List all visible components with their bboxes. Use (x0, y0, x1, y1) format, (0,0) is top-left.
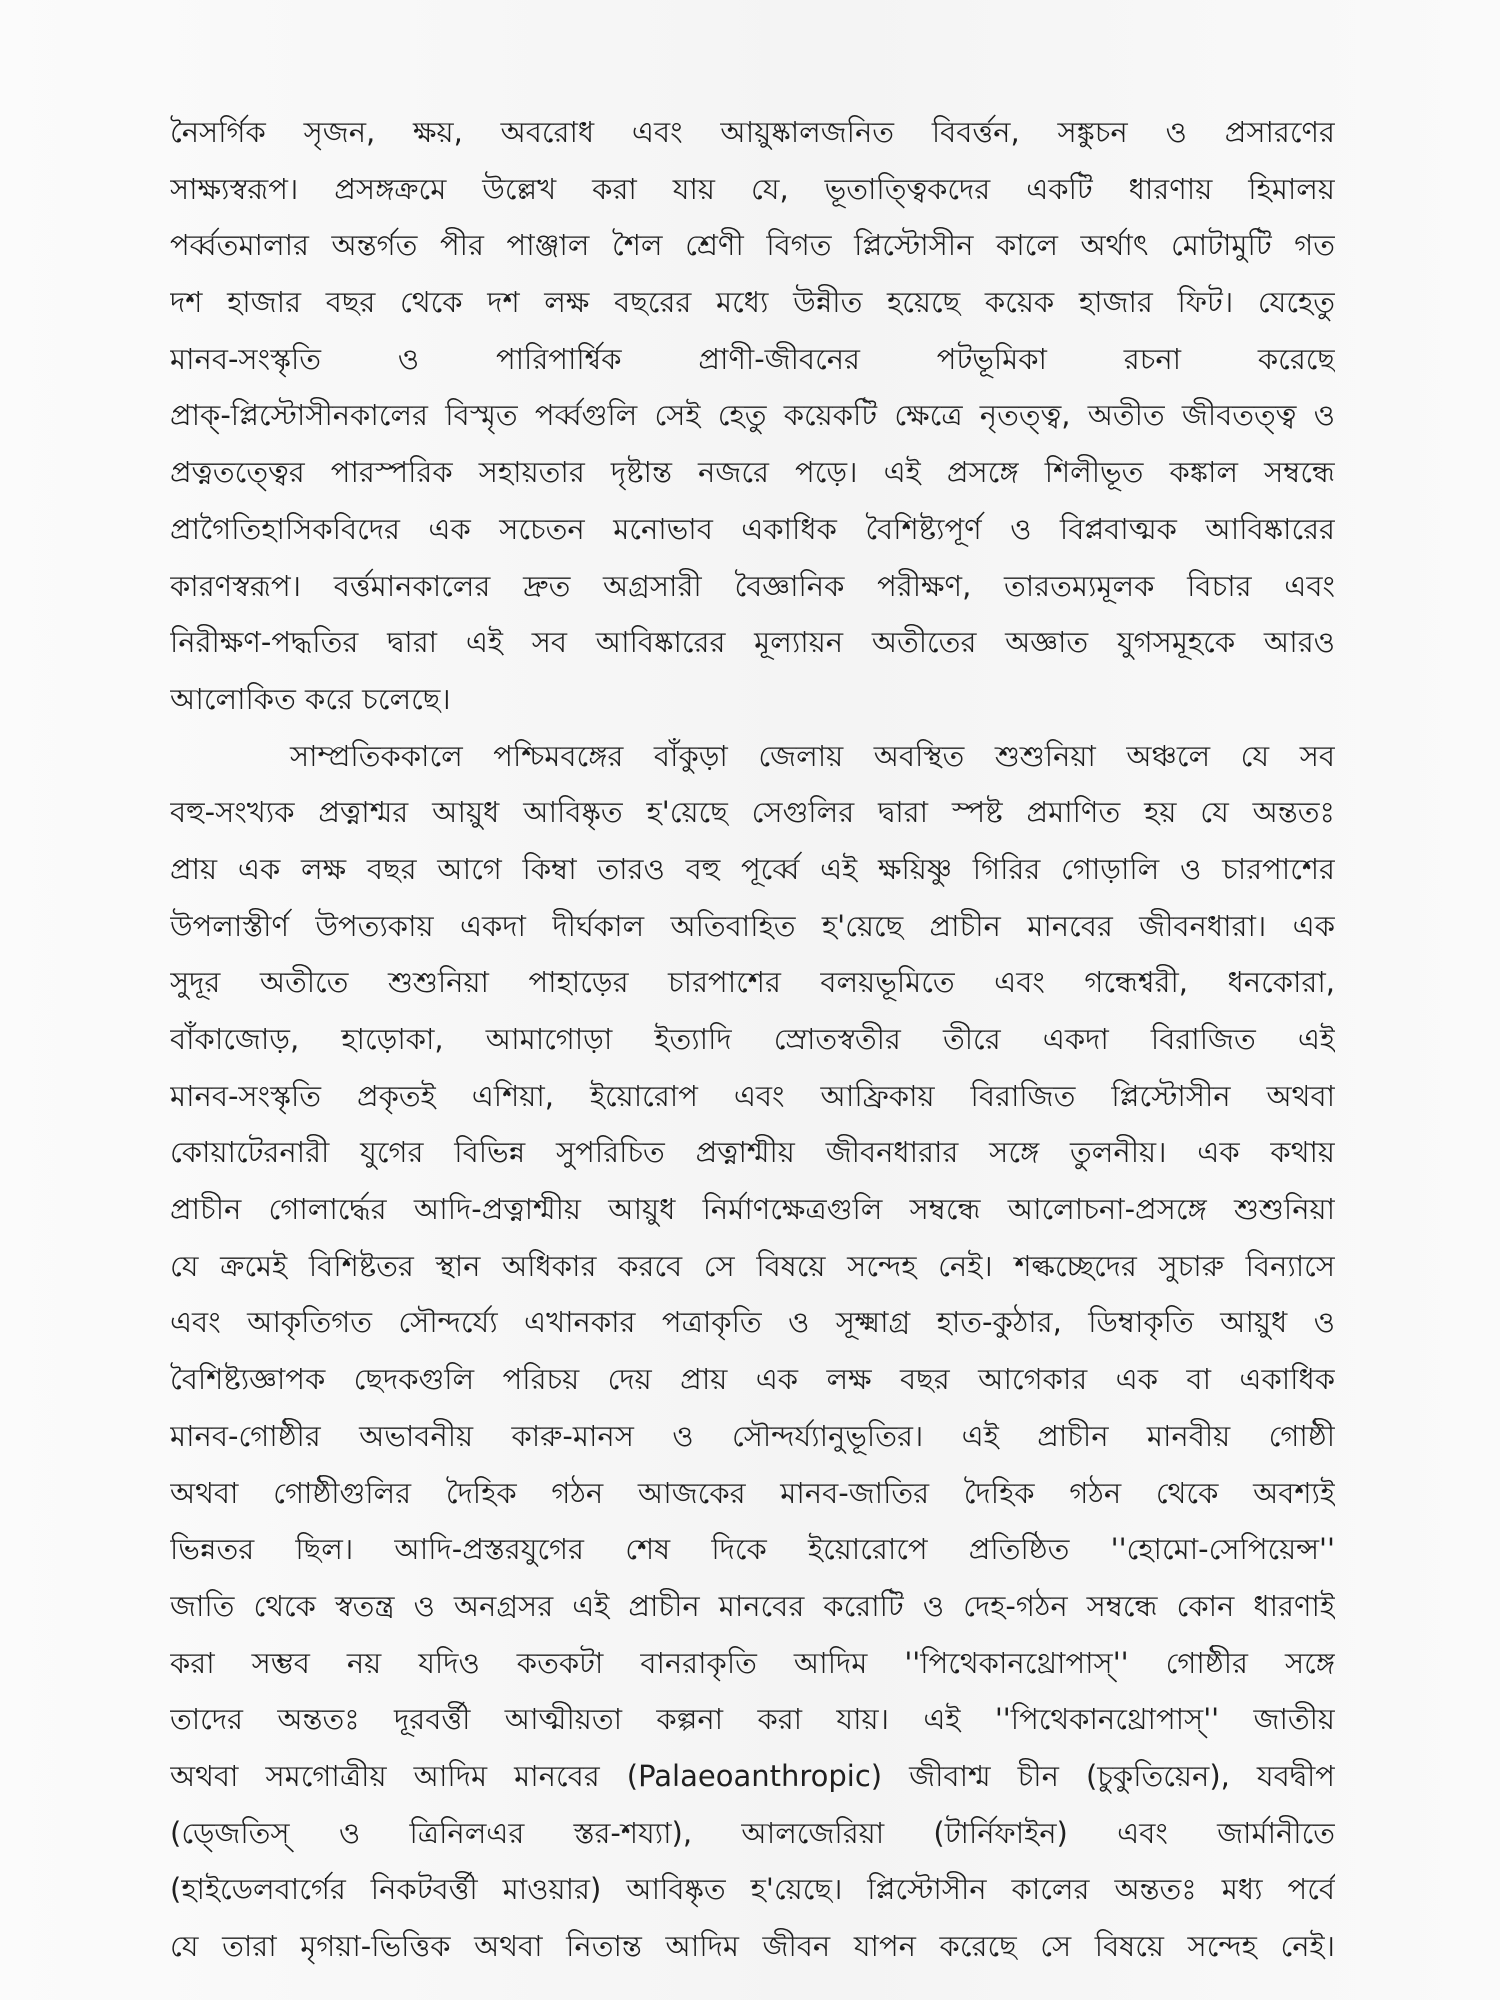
text-line: প্রাচীন গোলার্দ্ধের আদি-প্রত্নাশ্মীয় আয়ুধ নির্মাণক্ষেত্রগুলি সম্বন্ধে আলোচনা-প্রসঙ্গে শুশুনিয়া (170, 1192, 1335, 1227)
text-line: (ড্জেতিস্ ও ত্রিনিলএর স্তর-শয্যা), আলজেরিয়া (টার্নিফাইন) এবং জার্মানীতে (170, 1815, 1335, 1850)
text-line: যে ক্রমেই বিশিষ্টতর স্থান অধিকার করবে সে বিষয়ে সন্দেহ নেই। শল্কচ্ছেদের সুচারু বিন্যাসে (170, 1248, 1335, 1283)
text-line: উপলাস্তীর্ণ উপত্যকায় একদা দীর্ঘকাল অতিবাহিত হ'য়েছে প্রাচীন মানবের জীবনধারা। এক (170, 908, 1335, 943)
text-line: প্রায় এক লক্ষ বছর আগে কিম্বা তারও বহু পূর্ব্বে এই ক্ষয়িষ্ণু গিরির গোড়ালি ও চারপাশের (170, 851, 1335, 886)
text-line: যে তারা মৃগয়া-ভিত্তিক অথবা নিতান্ত আদিম জীবন যাপন করেছে সে বিষয়ে সন্দেহ নেই। (170, 1929, 1335, 1963)
text-line: জাতি থেকে স্বতন্ত্র ও অনগ্রসর এই প্রাচীন মানবের করোটি ও দেহ-গঠন সম্বন্ধে কোন ধারণাই (170, 1588, 1335, 1623)
text-line: দশ হাজার বছর থেকে দশ লক্ষ বছরের মধ্যে উন্নীত হয়েছে কয়েক হাজার ফিট। যেহেতু (170, 285, 1335, 320)
text-line: অথবা সমগোত্রীয় আদিম মানবের (Palaeoanthropic) জীবাশ্ম চীন (চুকুতিয়েন), যবদ্বীপ (170, 1758, 1335, 1793)
text-line: অথবা গোষ্ঠীগুলির দৈহিক গঠন আজকের মানব-জাতির দৈহিক গঠন থেকে অবশ্যই (170, 1475, 1335, 1510)
paragraph-first-line: সাম্প্রতিককালে পশ্চিমবঙ্গের বাঁকুড়া জেলায় অবস্থিত শুশুনিয়া অঞ্চলে যে সব (290, 738, 1335, 773)
text-line: বহু-সংখ্যক প্রত্নাশ্মর আয়ুধ আবিষ্কৃত হ'য়েছে সেগুলির দ্বারা স্পষ্ট প্রমাণিত হয় যে অন্ততঃ (170, 795, 1335, 830)
text-line: বৈশিষ্ট্যজ্ঞাপক ছেদকগুলি পরিচয় দেয় প্রায় এক লক্ষ বছর আগেকার এক বা একাধিক (170, 1362, 1335, 1397)
text-line: (হাইডেলবার্গের নিকটবর্ত্তী মাওয়ার) আবিষ্কৃত হ'য়েছে। প্লিস্টোসীন কালের অন্ততঃ মধ্য পর্বে (170, 1872, 1335, 1907)
text-line: মানব-সংস্কৃতি ও পারিপার্শ্বিক প্রাণী-জীবনের পটভূমিকা রচনা করেছে (170, 341, 1335, 376)
text-line: সাক্ষ্যস্বরূপ। প্রসঙ্গক্রমে উল্লেখ করা যায় যে, ভূতাত্ত্বিকদের একটি ধারণায় হিমালয় (170, 171, 1335, 206)
text-line: কোয়াটেরনারী যুগের বিভিন্ন সুপরিচিত প্রত্নাশ্মীয় জীবনধারার সঙ্গে তুলনীয়। এক কথায় (170, 1135, 1335, 1170)
text-line: মানব-সংস্কৃতি প্রকৃতই এশিয়া, ইয়োরোপ এবং আফ্রিকায় বিরাজিত প্লিস্টোসীন অথবা (170, 1078, 1335, 1113)
text-line: করা সম্ভব নয় যদিও কতকটা বানরাকৃতি আদিম ''পিথেকানথ্রোপাস্'' গোষ্ঠীর সঙ্গে (170, 1645, 1335, 1680)
text-line: প্রাক্-প্লিস্টোসীনকালের বিস্মৃত পর্ব্বগুলি সেই হেতু কয়েকটি ক্ষেত্রে নৃতত্ত্ব, অতীত জীবতত্ত্ব ও (170, 398, 1335, 433)
paragraph-end-line: আলোকিত করে চলেছে। (170, 681, 451, 716)
text-line: এবং আকৃতিগত সৌন্দর্য্যে এখানকার পত্রাকৃতি ও সূক্ষ্মাগ্র হাত-কুঠার, ডিম্বাকৃতি আয়ুধ ও (170, 1305, 1335, 1340)
text-line: নৈসর্গিক সৃজন, ক্ষয়, অবরোধ এবং আয়ুষ্কালজনিত বিবর্ত্তন, সঙ্কুচন ও প্রসারণের (170, 115, 1335, 149)
text-line: ভিন্নতর ছিল। আদি-প্রস্তরযুগের শেষ দিকে ইয়োরোপে প্রতিষ্ঠিত ''হোমো-সেপিয়েন্স'' (170, 1532, 1335, 1567)
text-line: সুদূর অতীতে শুশুনিয়া পাহাড়ের চারপাশের বলয়ভূমিতে এবং গন্ধেশ্বরী, ধনকোরা, (170, 965, 1335, 1000)
text-line: পর্ব্বতমালার অন্তর্গত পীর পাঞ্জাল শৈল শ্রেণী বিগত প্লিস্টোসীন কালে অর্থাৎ মোটামুটি গত (170, 228, 1335, 263)
text-line: বাঁকাজোড়, হাড়োকা, আমাগোড়া ইত্যাদি স্রোতস্বতীর তীরে একদা বিরাজিত এই (170, 1022, 1335, 1056)
text-line: প্রাগৈতিহাসিকবিদের এক সচেতন মনোভাব একাধিক বৈশিষ্ট্যপূর্ণ ও বিপ্লবাত্মক আবিষ্কারের (170, 511, 1335, 546)
text-line: কারণস্বরূপ। বর্ত্তমানকালের দ্রুত অগ্রসারী বৈজ্ঞানিক পরীক্ষণ, তারতম্যমূলক বিচার এবং (170, 568, 1335, 603)
body-text (170, 104, 1335, 1975)
text-line: মানব-গোষ্ঠীর অভাবনীয় কারু-মানস ও সৌন্দর্য্যানুভূতির। এই প্রাচীন মানবীয় গোষ্ঠী (170, 1418, 1335, 1453)
text-line: তাদের অন্ততঃ দূরবর্ত্তী আত্মীয়তা কল্পনা করা যায়। এই ''পিথেকানথ্রোপাস্'' জাতীয় (170, 1702, 1335, 1737)
text-line: নিরীক্ষণ-পদ্ধতির দ্বারা এই সব আবিষ্কারের মূল্যায়ন অতীতের অজ্ঞাত যুগসমূহকে আরও (170, 625, 1335, 660)
text-line: প্রত্নতত্ত্বের পারস্পরিক সহায়তার দৃষ্টান্ত নজরে পড়ে। এই প্রসঙ্গে শিলীভূত কঙ্কাল সম্বন্ধে (170, 455, 1335, 490)
